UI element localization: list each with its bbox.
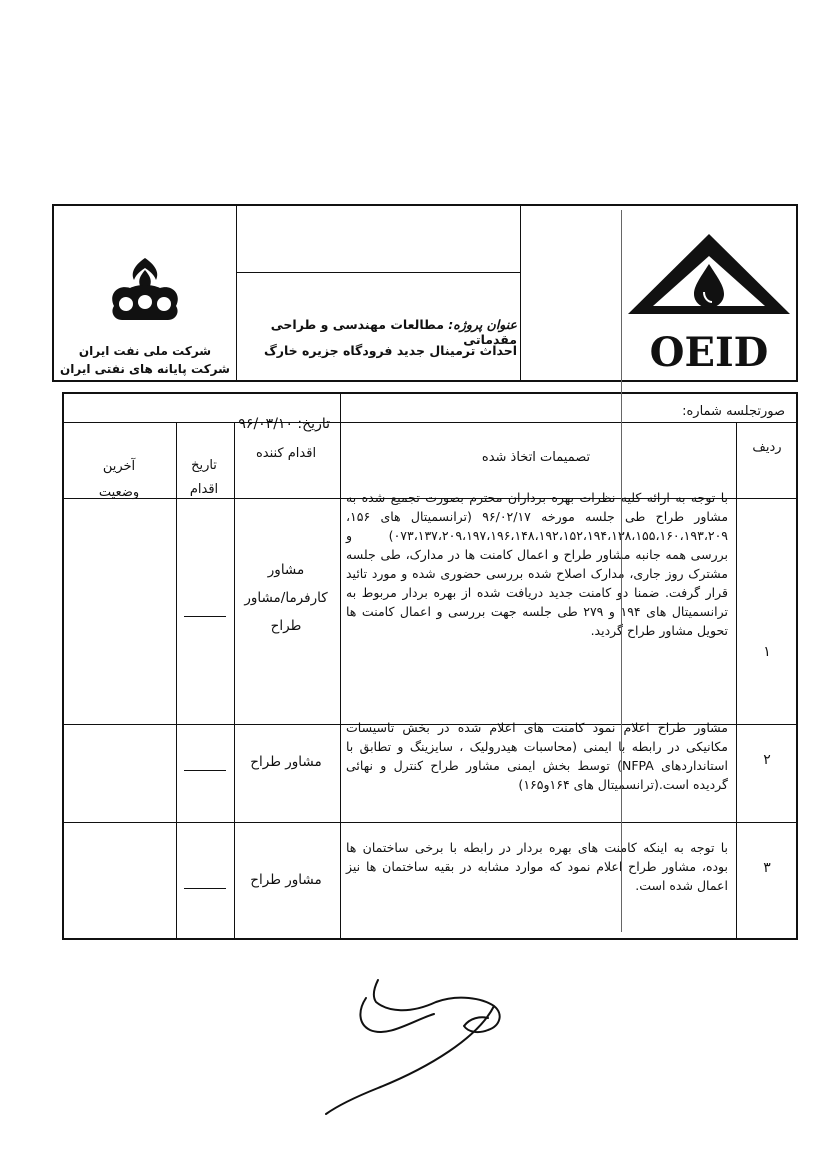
minutes-number: صورتجلسه شماره: [682, 404, 785, 419]
project-title-text: مطالعات مهندسی و طراحی مقدماتی [270, 317, 517, 347]
col-header-status-2: وضعیت [98, 485, 140, 500]
project-title-line2: احداث ترمینال جدید فرودگاه جزیره خارگ [263, 343, 517, 358]
signature [318, 968, 538, 1118]
row-1-action-date-empty [184, 616, 226, 617]
oeid-logo [620, 226, 798, 376]
header-divider-horizontal [236, 272, 520, 273]
col-header-row: ردیف [752, 440, 782, 455]
project-label: عنوان پروژه: [448, 317, 517, 332]
header-divider-right [520, 206, 521, 380]
meeting-date [70, 416, 330, 432]
row-1-actor [234, 556, 338, 640]
nioc-logo [100, 254, 190, 326]
col-header-actor: اقدام کننده [255, 446, 317, 461]
row-3-actor: مشاور طراح [250, 872, 322, 888]
col-header-action-date [176, 454, 232, 502]
table-line-row2 [64, 822, 796, 823]
scan-artifact-line [621, 210, 622, 932]
header-divider-left [236, 206, 237, 380]
col-header-action-date-1: تاریخ [191, 458, 217, 473]
company-name-nioc: شرکت ملی نفت ایران [78, 344, 212, 358]
row-1-decision: با توجه به ارائه کلیه نظرات بهره برداران محترم بصورت تجمیع شده به مشاور طراح طی جلسه مورخه ۹۶/۰۲/۱۷ (ترانسمیتال های ۱۵۶، ۰۷۳،۱۳۷،۲۰۹،۱۹۷،۱۹۶،۱۴۸،۱۹۲،۱۵۲،۱۹۴،۱۳۸،۱۵۵،۱۶۰،۱۹۳،۲۰۹) و بررسی همه جانبه مشاور طراح و اعمال کامنت ها در مدارک، طی جلسه مشترک روز جاری، مدارک اصلاح شده بررسی حضوری شده و مورد تائید قرار گرفت. ضمنا دو کامنت جدید دریافت شده از بهره بردار مربوط به ترانسمیتال های ۱۹۴ و ۲۷۹ طی جلسه جهت بررسی و اعمال کامنت ها تحویل مشاور طراح گردید. [346, 490, 729, 638]
meeting-date-label: تاریخ: [297, 416, 330, 432]
col-header-status-1: آخرین [102, 459, 136, 474]
row-3-action-date-empty [184, 888, 226, 889]
table-col-divider-decisions [340, 394, 341, 938]
table-col-divider-actor [234, 422, 235, 938]
row-2-number: ۲ [763, 752, 771, 768]
row-1-actor-line1: مشاور [267, 562, 305, 578]
row-1-number: ۱ [763, 644, 771, 660]
row-2-decision: مشاور طراح اعلام نمود کامنت های اعلام شده در بخش تاسیسات مکانیکی در رابطه با ایمنی (محاسبات هیدرولیک ، سایزینگ و تطابق با استانداردهای NFPA) توسط بخش ایمنی مشاور طراح کنترل و نهائی گردیده است.(ترانسمیتال های ۱۶۴و۱۶۵) [346, 720, 728, 792]
col-header-action-date-2: اقدام [189, 482, 219, 497]
meeting-date-value: ۹۶/۰۳/۱۰ [238, 416, 293, 432]
row-3-number: ۳ [763, 860, 771, 876]
row-2-action-date-empty [184, 770, 226, 771]
col-header-status [64, 454, 174, 506]
row-2-actor: مشاور طراح [250, 754, 322, 770]
col-header-decisions: تصمیمات اتخاذ شده [481, 450, 591, 465]
row-1-actor-line3: طراح [270, 618, 302, 634]
row-3-decision: با توجه به اینکه کامنت های بهره بردار در رابطه با برخی ساختمان ها بوده، مشاور طراح اعلام نمود که موارد مشابه در بقیه ساختمان ها نیز اعمال شده است. [346, 840, 728, 893]
oeid-logo-text: OEID [649, 329, 769, 376]
row-1-actor-line2: کارفرما/مشاور [244, 590, 328, 606]
company-name-terminals: شرکت پایانه های نفتی ایران [60, 362, 230, 376]
